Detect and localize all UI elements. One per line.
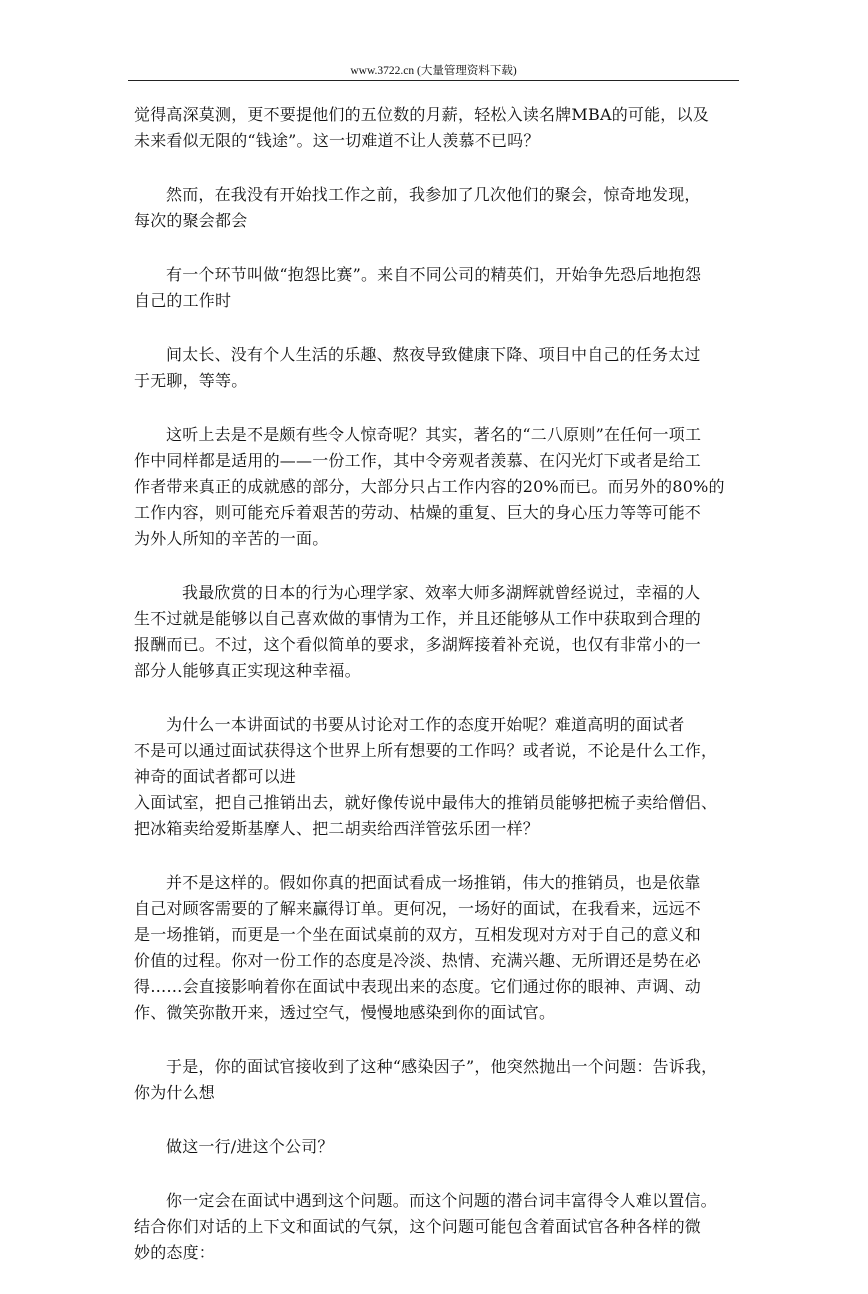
text-line: 你为什么想 — [134, 1083, 216, 1102]
text-line: 神奇的面试者都可以进 — [134, 767, 297, 786]
header-divider — [128, 80, 739, 81]
text-line: 不是可以通过面试获得这个世界上所有想要的工作吗？或者说，不论是什么工作， — [134, 741, 718, 760]
paragraph — [134, 262, 738, 314]
paragraph — [134, 790, 738, 842]
document-body — [134, 102, 738, 1294]
text-line: 有一个环节叫做“抱怨比赛”。来自不同公司的精英们，开始争先恐后地抱怨 — [166, 265, 702, 284]
text-line: 每次的聚会都会 — [134, 211, 248, 230]
text-line: 工作内容，则可能充斥着艰苦的劳动、枯燥的重复、巨大的身心压力等等可能不 — [134, 503, 702, 522]
text-line: 是一场推销，而更是一个坐在面试桌前的双方，互相发现对方对于自己的意义和 — [134, 925, 702, 944]
text-line: 报酬而已。不过，这个看似简单的要求，多湖辉接着补充说，也仅有非常小的一 — [134, 635, 702, 654]
text-line: 得……会直接影响着你在面试中表现出来的态度。它们通过你的眼神、声调、动 — [134, 977, 702, 996]
paragraph — [134, 1134, 738, 1160]
text-line: 自己对顾客需要的了解来赢得订单。更何况，一场好的面试，在我看来，远远不 — [134, 899, 702, 918]
text-line: 部分人能够真正实现这种幸福。 — [134, 661, 361, 680]
text-line: 做这一行/进这个公司？ — [166, 1137, 334, 1156]
paragraph — [134, 182, 738, 234]
paragraph — [134, 1054, 738, 1106]
text-line: 为外人所知的辛苦的一面。 — [134, 529, 329, 548]
text-line: 妙的态度： — [134, 1243, 216, 1262]
paragraph — [134, 870, 738, 1026]
paragraph — [134, 1188, 738, 1266]
paragraph — [134, 422, 738, 552]
text-line: 价值的过程。你对一份工作的态度是冷淡、热情、充满兴趣、无所谓还是势在必 — [134, 951, 702, 970]
text-line: 间太长、没有个人生活的乐趣、熬夜导致健康下降、项目中自己的任务太过 — [166, 345, 701, 364]
text-line: 把冰箱卖给爱斯基摩人、把二胡卖给西洋管弦乐团一样？ — [134, 819, 540, 838]
text-line: 这听上去是不是颇有些令人惊奇呢？其实，著名的“二八原则”在任何一项工 — [166, 425, 702, 444]
text-line: 自己的工作时 — [134, 291, 232, 310]
text-line: 未来看似无限的“钱途”。这一切难道不让人羡慕不已吗？ — [134, 131, 540, 150]
paragraph — [134, 102, 738, 154]
text-line: 于是，你的面试官接收到了这种“感染因子”，他突然抛出一个问题：告诉我， — [166, 1057, 718, 1076]
text-line: 觉得高深莫测，更不要提他们的五位数的月薪，轻松入读名牌MBA的可能，以及 — [134, 105, 709, 124]
paragraph — [134, 342, 738, 394]
text-line: 并不是这样的。假如你真的把面试看成一场推销，伟大的推销员，也是依靠 — [166, 873, 701, 892]
text-line: 作者带来真正的成就感的部分，大部分只占工作内容的20%而已。而另外的80%的 — [134, 477, 725, 496]
text-line: 于无聊，等等。 — [134, 371, 248, 390]
text-line: 入面试室，把自己推销出去，就好像传说中最伟大的推销员能够把梳子卖给僧侣、 — [134, 793, 718, 812]
text-line: 生不过就是能够以自己喜欢做的事情为工作，并且还能够从工作中获取到合理的 — [134, 609, 702, 628]
text-line: 为什么一本讲面试的书要从讨论对工作的态度开始呢？难道高明的面试者 — [166, 715, 685, 734]
text-line: 作中同样都是适用的——一份工作，其中令旁观者羡慕、在闪光灯下或者是给工 — [134, 451, 702, 470]
text-line: 你一定会在面试中遇到这个问题。而这个问题的潜台词丰富得令人难以置信。 — [166, 1191, 717, 1210]
paragraph — [134, 712, 738, 790]
page-header: www.3722.cn (大量管理资料下载) — [350, 65, 517, 77]
paragraph — [134, 580, 738, 684]
text-line: 结合你们对话的上下文和面试的气氛，这个问题可能包含着面试官各种各样的微 — [134, 1217, 702, 1236]
text-line: 然而，在我没有开始找工作之前，我参加了几次他们的聚会，惊奇地发现， — [166, 185, 701, 204]
text-line: 作、微笑弥散开来，透过空气，慢慢地感染到你的面试官。 — [134, 1003, 556, 1022]
text-line: 我最欣赏的日本的行为心理学家、效率大师多湖辉就曾经说过，幸福的人 — [182, 583, 701, 602]
